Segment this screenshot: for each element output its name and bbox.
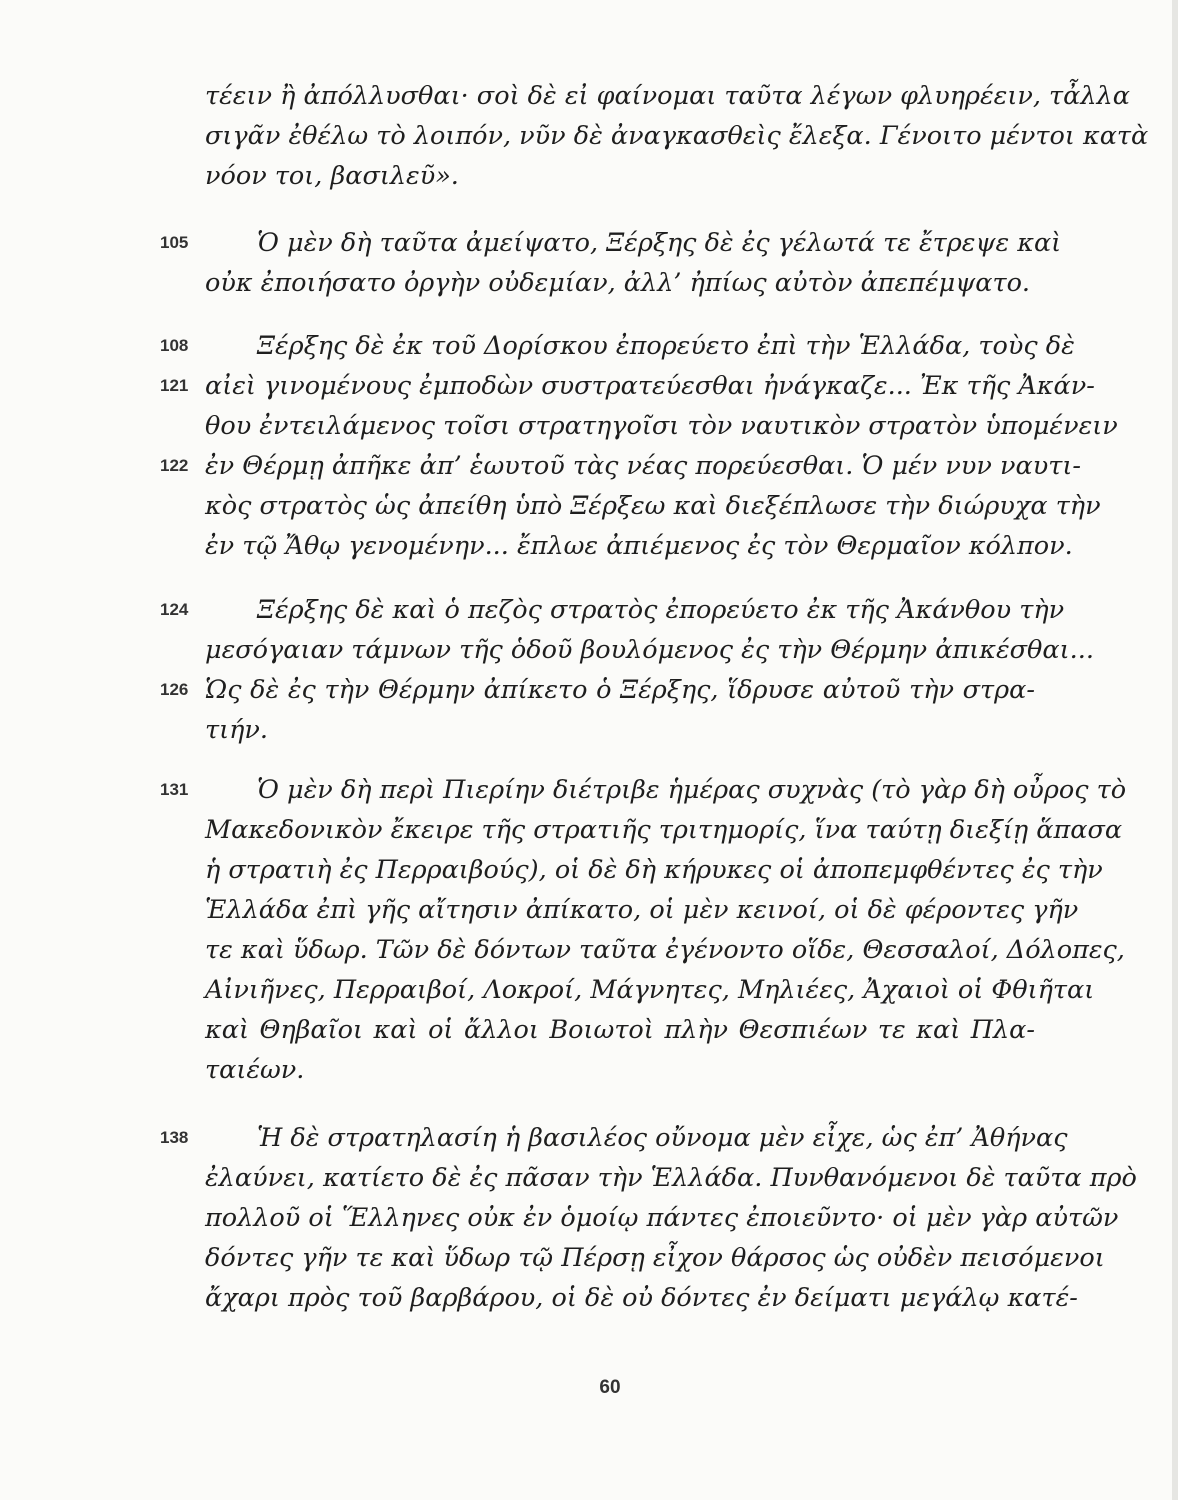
text-line: αἰεὶ γινομένους ἐμποδὼν συστρατεύεσθαι ἠνάγκαζε... Ἐκ τῆς Ἀκάν- [205,371,1095,401]
margin-number: 105 [160,233,189,252]
text-line: Ὁ μὲν δὴ περὶ Πιερίην διέτριβε ἡμέρας συχνὰς (τὸ γὰρ δὴ οὖρος τὸ [257,775,1127,805]
text-line: ἐν τῷ Ἄθῳ γενομένην... ἔπλωε ἀπιέμενος ἐς τὸν Θερμαῖον κόλπον. [205,531,1073,561]
text-line: Μακεδονικὸν ἔκειρε τῆς στρατιῆς τριτημορίς, ἵνα ταύτῃ διεξίῃ ἅπασα [205,815,1123,845]
text-line: Ἡ δὲ στρατηλασίη ἡ βασιλέος οὔνομα μὲν εἶχε, ὡς ἐπ’ Ἀθήνας [257,1123,1068,1153]
margin-number: 108 [160,336,189,355]
margin-number: 122 [160,456,189,475]
text-line: τιήν. [205,715,268,745]
text-line: σιγᾶν ἐθέλω τὸ λοιπόν, νῦν δὲ ἀναγκασθεὶς ἔλεξα. Γένοιτο μέντοι κατὰ [205,121,1149,151]
text-line: Ὁ μὲν δὴ ταῦτα ἀμείψατο, Ξέρξης δὲ ἐς γέλωτά τε ἔτρεψε καὶ [257,228,1062,258]
text-line: ταιέων. [205,1055,305,1085]
text-line: Αἰνιῆνες, Περραιβοί, Λοκροί, Μάγνητες, Μηλιέες, Ἀχαιοὶ οἱ Φθιῆται [205,975,1095,1005]
page-number: 60 [599,1377,621,1398]
text-line: ἐλαύνει, κατίετο δὲ ἐς πᾶσαν τὴν Ἑλλάδα. Πυνθανόμενοι δὲ ταῦτα πρὸ [205,1163,1137,1193]
text-line: μεσόγαιαν τάμνων τῆς ὁδοῦ βουλόμενος ἐς τὴν Θέρμην ἀπικέσθαι... [205,635,1094,665]
text-line: Ὡς δὲ ἐς τὴν Θέρμην ἀπίκετο ὁ Ξέρξης, ἵδρυσε αὐτοῦ τὴν στρα- [205,675,1035,705]
margin-number: 124 [160,600,189,619]
text-line: θου ἐντειλάμενος τοῖσι στρατηγοῖσι τὸν ναυτικὸν στρατὸν ὑπομένειν [205,411,1118,441]
text-line: ἡ στρατιὴ ἐς Περραιβούς), οἱ δὲ δὴ κήρυκες οἱ ἀποπεμφθέντες ἐς τὴν [205,855,1103,885]
text-line: Ξέρξης δὲ ἐκ τοῦ Δορίσκου ἐπορεύετο ἐπὶ τὴν Ἑλλάδα, τοὺς δὲ [257,331,1075,361]
text-line: ἄχαρι πρὸς τοῦ βαρβάρου, οἱ δὲ οὐ δόντες ἐν δείματι μεγάλῳ κατέ- [205,1283,1078,1313]
margin-number: 131 [160,780,189,799]
margin-number: 126 [160,680,189,699]
text-line: Ξέρξης δὲ καὶ ὁ πεζὸς στρατὸς ἐπορεύετο ἐκ τῆς Ἀκάνθου τὴν [257,595,1065,625]
text-line: τέειν ἢ ἀπόλλυσθαι· σοὶ δὲ εἰ φαίνομαι ταῦτα λέγων φλυηρέειν, τἆλλα [205,81,1130,111]
text-line: κὸς στρατὸς ὡς ἀπείθη ὑπὸ Ξέρξεω καὶ διεξέπλωσε τὴν διώρυχα τὴν [205,491,1101,521]
margin-number: 138 [160,1128,189,1147]
text-line: πολλοῦ οἱ Ἕλληνες οὐκ ἐν ὁμοίῳ πάντες ἐποιεῦντο· οἱ μὲν γὰρ αὐτῶν [205,1203,1119,1233]
text-line: οὐκ ἐποιήσατο ὀργὴν οὐδεμίαν, ἀλλ’ ἠπίως αὐτὸν ἀπεπέμψατο. [205,268,1031,298]
text-line: καὶ Θηβαῖοι καὶ οἱ ἄλλοι Βοιωτοὶ πλὴν Θεσπιέων τε καὶ Πλα- [205,1015,1035,1045]
text-line: Ἑλλάδα ἐπὶ γῆς αἴτησιν ἀπίκατο, οἱ μὲν κεινοί, οἱ δὲ φέροντες γῆν [205,895,1079,925]
margin-number: 121 [160,376,189,395]
text-line: τε καὶ ὕδωρ. Τῶν δὲ δόντων ταῦτα ἐγένοντο οἵδε, Θεσσαλοί, Δόλοπες, [205,935,1125,965]
text-line: ἐν Θέρμῃ ἀπῆκε ἀπ’ ἑωυτοῦ τὰς νέας πορεύεσθαι. Ὁ μέν νυν ναυτι- [205,451,1081,481]
text-line: νόον τοι, βασιλεῦ». [205,161,459,191]
text-line: δόντες γῆν τε καὶ ὕδωρ τῷ Πέρσῃ εἶχον θάρσος ὡς οὐδὲν πεισόμενοι [205,1243,1105,1273]
